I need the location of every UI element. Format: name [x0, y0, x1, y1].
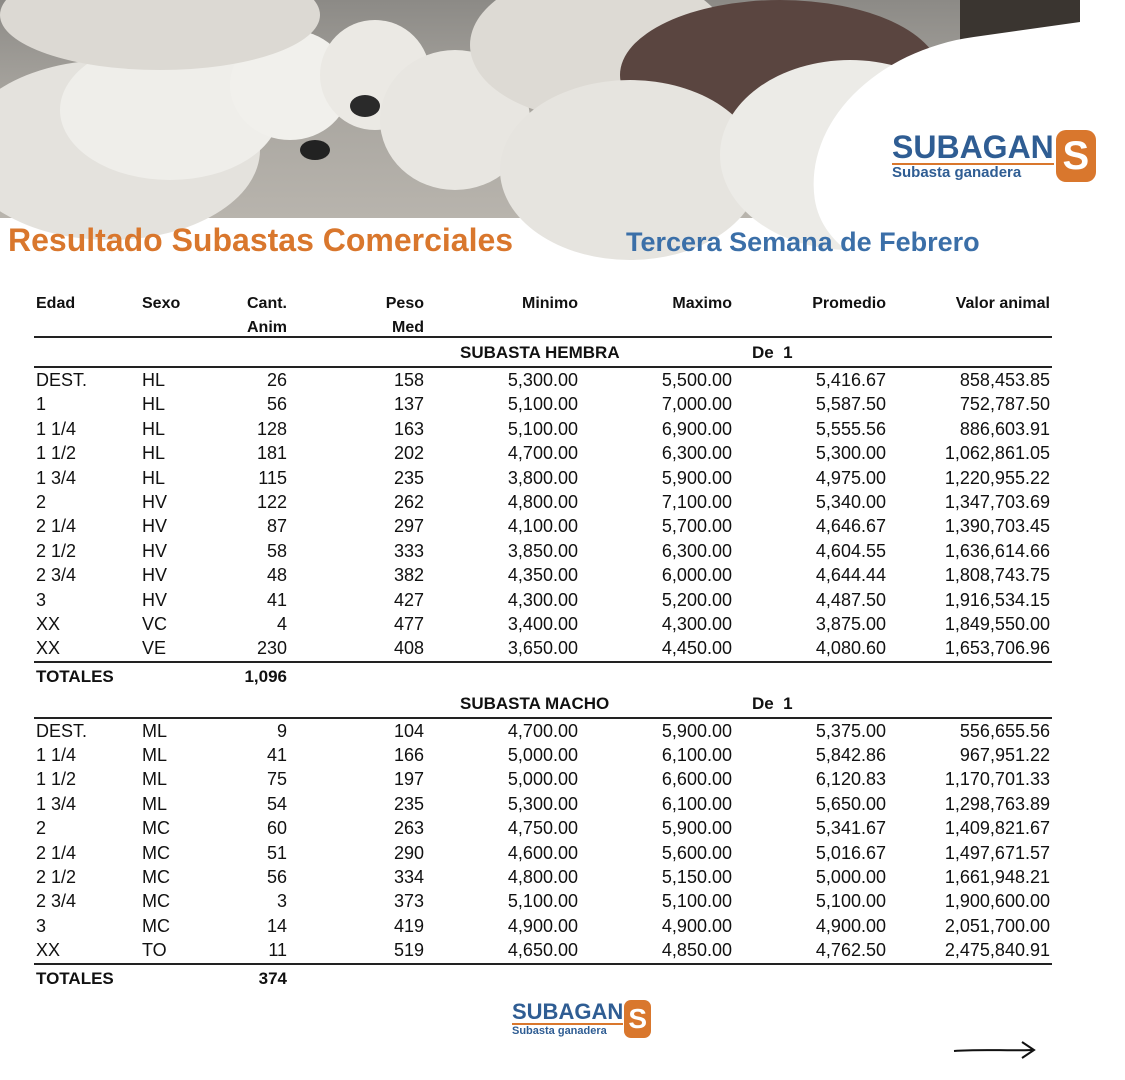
cell-valor: 1,497,671.57 [944, 842, 1050, 863]
table-row [34, 539, 1052, 563]
cell-minimo: 4,800.00 [507, 491, 578, 512]
cell-edad: 1 1/4 [36, 745, 77, 766]
cell-maximo: 5,900.00 [661, 720, 732, 741]
cell-edad: 2 1/2 [36, 867, 77, 888]
cell-minimo: 4,100.00 [507, 516, 578, 537]
cell-promedio: 4,762.50 [815, 940, 886, 961]
col-edad: Edad [36, 295, 76, 312]
cell-minimo: 5,100.00 [507, 418, 578, 439]
subagan-logo-top [892, 130, 1096, 182]
cell-maximo: 6,100.00 [661, 793, 732, 814]
cell-promedio: 5,016.67 [815, 842, 886, 863]
cell-edad: 2 1/2 [36, 540, 77, 561]
table-row [34, 938, 1052, 962]
table-row [34, 792, 1052, 816]
cell-maximo: 6,000.00 [661, 565, 732, 586]
table-row [34, 368, 1052, 392]
cell-promedio: 4,644.44 [815, 565, 886, 586]
cell-promedio: 4,604.55 [815, 540, 886, 561]
cell-promedio: 5,000.00 [815, 867, 886, 888]
cell-cant: 56 [266, 867, 287, 888]
cell-sexo: MC [142, 891, 170, 912]
cell-edad: DEST. [36, 370, 88, 390]
cell-minimo: 3,650.00 [507, 638, 578, 659]
cell-minimo: 4,600.00 [507, 842, 578, 863]
cell-valor: 1,170,701.33 [944, 769, 1050, 790]
cell-promedio: 5,340.00 [815, 491, 886, 512]
page-title: Resultado Subastas Comerciales [8, 222, 514, 258]
table-row [34, 612, 1052, 636]
cell-maximo: 5,100.00 [661, 891, 732, 912]
cell-peso: 166 [393, 745, 424, 766]
brand-s-mark-icon: S [624, 1000, 651, 1038]
cell-cant: 9 [276, 720, 287, 741]
cell-promedio: 4,080.60 [815, 638, 886, 659]
cell-cant: 41 [266, 589, 287, 610]
cell-peso: 519 [393, 940, 424, 961]
cell-maximo: 6,600.00 [661, 769, 732, 790]
cell-sexo: HL [142, 418, 166, 439]
cell-sexo: HV [142, 516, 168, 537]
col-promedio: Promedio [812, 295, 886, 312]
cell-edad: 3 [36, 915, 47, 936]
brand-tagline: Subasta ganadera [512, 1023, 623, 1037]
cell-cant: 54 [266, 793, 287, 814]
cell-edad: 1 [36, 394, 47, 415]
cell-minimo: 4,700.00 [507, 720, 578, 741]
cell-cant: 41 [266, 745, 287, 766]
cell-sexo: ML [142, 769, 168, 790]
cell-peso: 334 [393, 867, 424, 888]
cell-edad: DEST. [36, 720, 88, 741]
cell-promedio: 4,975.00 [815, 467, 886, 488]
section-title: SUBASTA MACHO [460, 693, 610, 713]
cell-maximo: 5,700.00 [661, 516, 732, 537]
table-row [34, 889, 1052, 913]
table-row [34, 563, 1052, 587]
cell-cant: 75 [266, 769, 287, 790]
cell-minimo: 4,900.00 [507, 915, 578, 936]
cell-minimo: 5,300.00 [507, 370, 578, 390]
cell-valor: 556,655.56 [959, 720, 1050, 741]
cell-valor: 1,900,600.00 [944, 891, 1050, 912]
cell-promedio: 5,416.67 [815, 370, 886, 390]
cell-sexo: HL [142, 467, 166, 488]
cell-valor: 1,808,743.75 [944, 565, 1050, 586]
cell-maximo: 5,900.00 [661, 467, 732, 488]
col-minimo: Minimo [522, 295, 578, 312]
cell-peso: 263 [393, 818, 424, 839]
cell-valor: 1,636,614.66 [944, 540, 1050, 561]
cell-valor: 1,849,550.00 [944, 613, 1050, 634]
cell-cant: 128 [256, 418, 287, 439]
table-row [34, 417, 1052, 441]
cell-sexo: MC [142, 842, 170, 863]
cell-minimo: 3,800.00 [507, 467, 578, 488]
cell-peso: 158 [393, 370, 424, 390]
cell-promedio: 4,900.00 [815, 915, 886, 936]
cell-sexo: ML [142, 720, 168, 741]
cell-cant: 4 [276, 613, 287, 634]
cell-peso: 297 [393, 516, 424, 537]
cell-minimo: 4,700.00 [507, 443, 578, 464]
section-title: SUBASTA HEMBRA [460, 343, 620, 362]
cell-promedio: 5,842.86 [815, 745, 886, 766]
cell-sexo: ML [142, 745, 168, 766]
cell-maximo: 4,300.00 [661, 613, 732, 634]
col-cant: Cant. Anim [247, 295, 287, 336]
cell-edad: XX [36, 940, 61, 961]
cell-valor: 1,661,948.21 [944, 867, 1050, 888]
cell-edad: 1 3/4 [36, 793, 77, 814]
hembra-totals [34, 663, 1052, 689]
cell-promedio: 5,100.00 [815, 891, 886, 912]
totales-value: 1,096 [244, 666, 287, 686]
next-arrow-icon[interactable] [952, 1040, 1036, 1060]
cell-cant: 48 [266, 565, 287, 586]
cell-edad: 1 1/4 [36, 418, 77, 439]
cell-maximo: 7,000.00 [661, 394, 732, 415]
cell-sexo: MC [142, 867, 170, 888]
cell-cant: 3 [276, 891, 287, 912]
cell-minimo: 5,100.00 [507, 891, 578, 912]
table-row [34, 441, 1052, 465]
cell-promedio: 5,375.00 [815, 720, 886, 741]
section-page: De 1 [752, 693, 793, 713]
totales-label: TOTALES [36, 666, 114, 686]
cell-valor: 2,051,700.00 [944, 915, 1050, 936]
cell-minimo: 5,300.00 [507, 793, 578, 814]
cell-peso: 290 [393, 842, 424, 863]
cell-cant: 58 [266, 540, 287, 561]
cell-maximo: 4,850.00 [661, 940, 732, 961]
table-row [34, 743, 1052, 767]
cell-promedio: 5,300.00 [815, 443, 886, 464]
section-page: De 1 [752, 343, 793, 362]
cell-maximo: 6,100.00 [661, 745, 732, 766]
cell-promedio: 3,875.00 [815, 613, 886, 634]
brand-name: SUBAGAN [512, 998, 624, 1024]
col-valor: Valor animal [955, 295, 1050, 312]
cell-promedio: 4,646.67 [815, 516, 886, 537]
cell-peso: 235 [393, 793, 424, 814]
table-row [34, 466, 1052, 490]
cell-cant: 181 [256, 443, 287, 464]
table-header [34, 292, 1052, 336]
cell-edad: XX [36, 613, 61, 634]
cell-cant: 51 [266, 842, 287, 863]
cell-minimo: 5,000.00 [507, 769, 578, 790]
totales-value: 374 [258, 968, 287, 988]
cell-cant: 122 [256, 491, 287, 512]
cell-sexo: HV [142, 540, 168, 561]
header-photo-cattle [0, 0, 1080, 218]
cell-minimo: 5,100.00 [507, 394, 578, 415]
cell-edad: 1 3/4 [36, 467, 77, 488]
cell-peso: 197 [393, 769, 424, 790]
table-row [34, 816, 1052, 840]
cell-maximo: 4,450.00 [661, 638, 732, 659]
cell-peso: 477 [393, 613, 424, 634]
section-hembra [34, 338, 1052, 366]
cell-edad: 2 3/4 [36, 565, 77, 586]
macho-rows [34, 719, 1052, 963]
section-macho [34, 689, 1052, 717]
totales-label: TOTALES [36, 968, 114, 988]
cell-sexo: HV [142, 491, 168, 512]
cell-edad: 2 [36, 491, 47, 512]
cell-edad: 2 1/4 [36, 516, 77, 537]
cell-peso: 202 [393, 443, 424, 464]
table-row [34, 490, 1052, 514]
cell-cant: 230 [256, 638, 287, 659]
cell-cant: 87 [266, 516, 287, 537]
cell-promedio: 6,120.83 [815, 769, 886, 790]
cell-edad: XX [36, 638, 61, 659]
cell-valor: 967,951.22 [959, 745, 1050, 766]
table-row [34, 719, 1052, 743]
cell-maximo: 6,900.00 [661, 418, 732, 439]
cell-sexo: MC [142, 915, 170, 936]
cell-promedio: 5,650.00 [815, 793, 886, 814]
cell-promedio: 4,487.50 [815, 589, 886, 610]
cell-sexo: VE [142, 638, 167, 659]
cell-peso: 137 [393, 394, 424, 415]
cell-sexo: VC [142, 613, 168, 634]
cell-valor: 1,916,534.15 [944, 589, 1050, 610]
cell-maximo: 4,900.00 [661, 915, 732, 936]
cell-valor: 1,653,706.96 [944, 638, 1050, 659]
col-peso: Peso Med [385, 295, 424, 336]
cell-promedio: 5,341.67 [815, 818, 886, 839]
table-row [34, 636, 1052, 660]
cell-maximo: 5,600.00 [661, 842, 732, 863]
cell-sexo: HV [142, 565, 168, 586]
cell-minimo: 5,000.00 [507, 745, 578, 766]
cell-peso: 235 [393, 467, 424, 488]
cell-cant: 14 [266, 915, 287, 936]
subagan-logo-bottom [512, 1000, 651, 1038]
cell-edad: 2 [36, 818, 47, 839]
cell-maximo: 7,100.00 [661, 491, 732, 512]
cell-sexo: HL [142, 394, 166, 415]
table-row [34, 841, 1052, 865]
col-sexo: Sexo [142, 295, 181, 312]
cell-cant: 60 [266, 818, 287, 839]
table-row [34, 914, 1052, 938]
cell-peso: 408 [393, 638, 424, 659]
brand-tagline: Subasta ganadera [892, 163, 1054, 182]
cell-sexo: HL [142, 443, 166, 464]
cell-promedio: 5,555.56 [815, 418, 886, 439]
cell-edad: 1 1/2 [36, 769, 77, 790]
cell-edad: 1 1/2 [36, 443, 77, 464]
cell-peso: 419 [393, 915, 424, 936]
cell-valor: 752,787.50 [959, 394, 1050, 415]
cell-edad: 2 1/4 [36, 842, 77, 863]
cell-valor: 1,409,821.67 [944, 818, 1050, 839]
cell-sexo: ML [142, 793, 168, 814]
cell-peso: 382 [393, 565, 424, 586]
cell-maximo: 5,500.00 [661, 370, 732, 390]
cell-sexo: MC [142, 818, 170, 839]
cell-edad: 2 3/4 [36, 891, 77, 912]
cell-peso: 262 [393, 491, 424, 512]
cell-valor: 1,220,955.22 [944, 467, 1050, 488]
cell-minimo: 4,650.00 [507, 940, 578, 961]
cell-valor: 2,475,840.91 [944, 940, 1050, 961]
cell-edad: 3 [36, 589, 47, 610]
cell-valor: 858,453.85 [959, 370, 1050, 390]
cell-peso: 373 [393, 891, 424, 912]
cell-maximo: 5,200.00 [661, 589, 732, 610]
col-maximo: Maximo [672, 295, 732, 312]
cell-peso: 104 [393, 720, 424, 741]
cell-sexo: HV [142, 589, 168, 610]
cell-peso: 333 [393, 540, 424, 561]
cell-sexo: TO [142, 940, 167, 961]
cell-sexo: HL [142, 370, 166, 390]
cell-minimo: 4,800.00 [507, 867, 578, 888]
cell-peso: 427 [393, 589, 424, 610]
page-period: Tercera Semana de Febrero [626, 227, 980, 257]
cell-minimo: 3,850.00 [507, 540, 578, 561]
cell-cant: 26 [266, 370, 287, 390]
cell-valor: 1,390,703.45 [944, 516, 1050, 537]
cell-minimo: 4,750.00 [507, 818, 578, 839]
cell-minimo: 4,300.00 [507, 589, 578, 610]
cell-maximo: 6,300.00 [661, 443, 732, 464]
table-row [34, 588, 1052, 612]
cell-peso: 163 [393, 418, 424, 439]
brand-s-mark-icon: S [1056, 130, 1096, 182]
table-row [34, 514, 1052, 538]
cell-valor: 886,603.91 [959, 418, 1050, 439]
macho-totals [34, 965, 1052, 991]
cell-valor: 1,347,703.69 [944, 491, 1050, 512]
cell-cant: 11 [268, 940, 287, 961]
cell-minimo: 4,350.00 [507, 565, 578, 586]
hembra-rows [34, 368, 1052, 661]
cell-valor: 1,062,861.05 [944, 443, 1050, 464]
cell-maximo: 6,300.00 [661, 540, 732, 561]
cell-minimo: 3,400.00 [507, 613, 578, 634]
results-table [34, 292, 1052, 991]
table-row [34, 392, 1052, 416]
cell-maximo: 5,150.00 [661, 867, 732, 888]
cell-cant: 115 [258, 467, 287, 488]
cell-valor: 1,298,763.89 [944, 793, 1050, 814]
brand-name: SUBAGAN [892, 128, 1054, 165]
cell-maximo: 5,900.00 [661, 818, 732, 839]
table-row [34, 767, 1052, 791]
cell-cant: 56 [266, 394, 287, 415]
cell-promedio: 5,587.50 [815, 394, 886, 415]
table-row [34, 865, 1052, 889]
